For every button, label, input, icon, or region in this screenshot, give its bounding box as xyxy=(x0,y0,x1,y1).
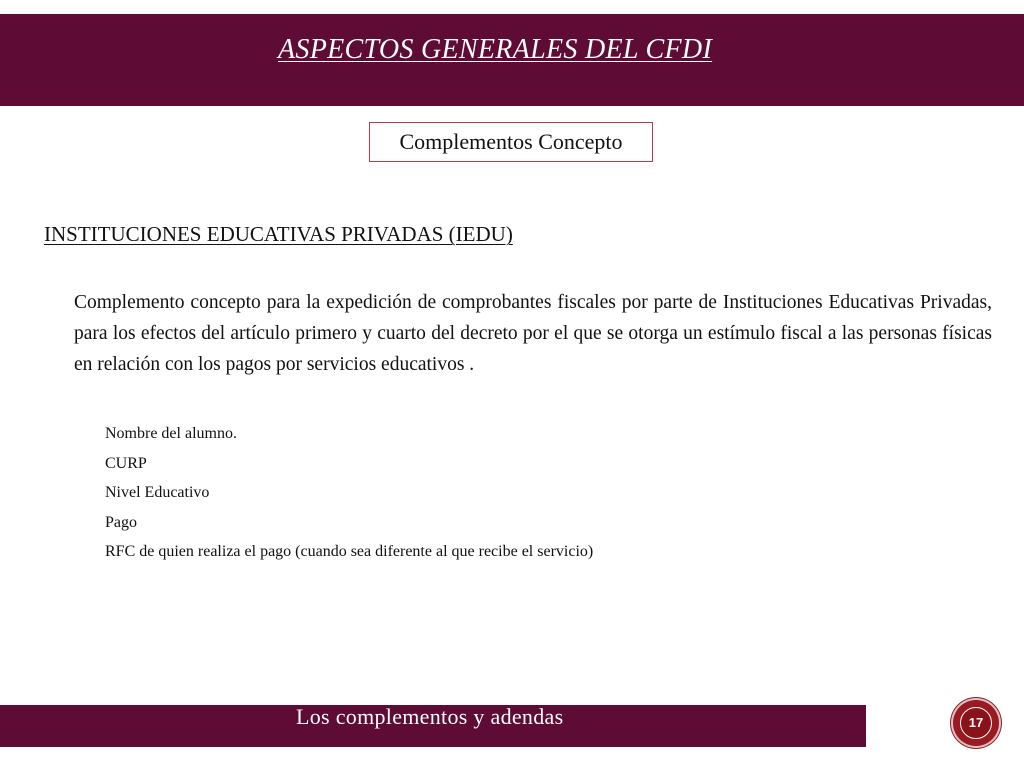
page-number: 17 xyxy=(960,707,992,739)
footer-text: Los complementos y adendas xyxy=(296,704,564,729)
list-item: Nombre del alumno. xyxy=(105,425,237,442)
list-item: CURP xyxy=(105,454,147,472)
page-number-badge xyxy=(953,700,999,746)
field-list xyxy=(105,419,593,567)
list-item: Nivel Educativo xyxy=(105,484,210,502)
section-heading: INSTITUCIONES EDUCATIVAS PRIVADAS (IEDU) xyxy=(44,222,513,246)
slide-title: ASPECTOS GENERALES DEL CFDI xyxy=(278,34,713,65)
body-paragraph: Complemento concepto para la expedición de comprobantes fiscales por parte de Instituciones Educativas Privadas, para los efectos del artículo primero y cuarto del decreto por el que se otorga un estímulo fiscal a las personas físicas en relación con los pagos por servicios educativos . xyxy=(74,292,992,375)
list-item: RFC de quien realiza el pago (cuando sea diferente al que recibe el servicio) xyxy=(105,543,594,561)
subtitle-box: Complementos Concepto xyxy=(369,122,653,162)
list-item: Pago xyxy=(105,513,137,531)
